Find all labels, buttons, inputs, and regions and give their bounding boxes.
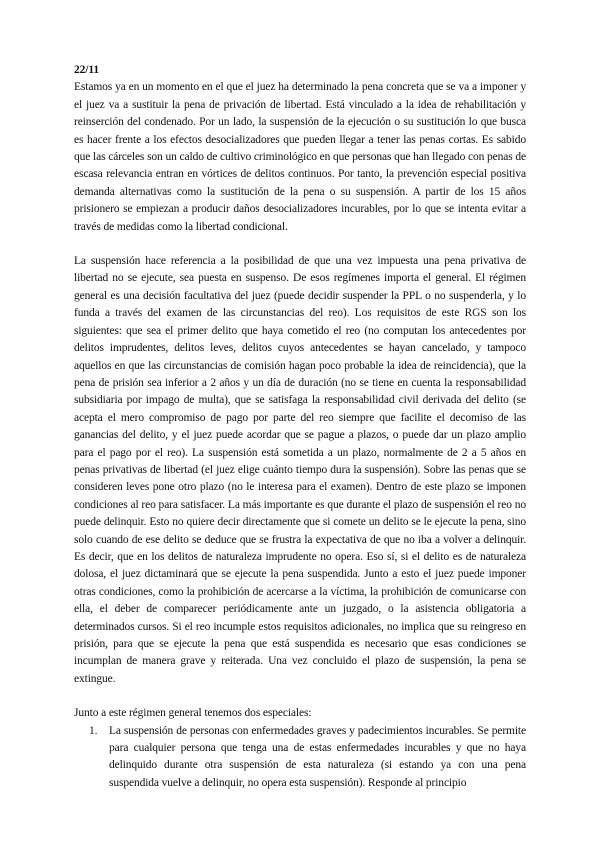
numbered-list — [74, 723, 526, 793]
date-heading: 22/11 — [74, 64, 99, 76]
list-item-number: 1. — [89, 724, 98, 737]
paragraph-spacer — [74, 688, 526, 705]
paragraph-spacer — [74, 236, 526, 253]
paragraph-3: Junto a este régimen general tenemos dos especiales: — [74, 707, 312, 720]
paragraph-2: La suspensión hace referencia a la posibilidad de que una vez impuesta una pena privativa de libertad no se ejecute, sea puesta en suspenso. De esos regímenes importa el general. El régimen general es una decisión facultativa del juez (puede decidir suspender la PPL o no suspenderla, y lo funda a través del examen de las circunstancias del reo). Los requisitos de este RGS son los siguientes: que sea el primer delito que haya cometido el reo (no computan los antecedentes por delitos imprudentes, delitos leves, delitos cuyos antecedentes se hayan cancelado, y tampoco aquellos en que las circunstancias de comisión hagan poco probable la idea de reincidencia), que la pena de prisión sea inferior a 2 años y un día de duración (no se tiene en cuenta la responsabilidad subsidiaria por impago de multa), que se satisfaga la responsabilidad civil derivada del delito (se acepta el mero compromiso de pago por parte del reo siempre que facilite el decomiso de las ganancias del delito, y el juez puede acordar que se pague a plazos, o puede dar un plazo amplio para el pago por el reo). La suspensión está sometida a un plazo, normalmente de 2 a 5 años en penas privativas de libertad (el juez elige cuánto tiempo dura la suspensión). Sobre las penas que se consideren leves pone otro plazo (no le interesa para el examen). Dentro de este plazo se imponen condiciones al reo para satisfacer. La más importante es que durante el plazo de suspensión el reo no puede delinquir. Esto no quiere decir directamente que si comete un delito se le ejecute la pena, sino solo cuando de ese delito se deduce que se frustra la expectativa de que no iba a volver a delinquir. Es decir, que en los delitos de naturaleza imprudente no opera. Eso sí, si el delito es de naturaleza dolosa, el juez dictaminará que se ejecute la pena suspendida. Junto a esto el juez puede imponer otras condiciones, como la prohibición de acercarse a la víctima, la prohibición de comunicarse con ella, el deber de comparecer periódicamente ante un juzgado, o la asistencia obligatoria a determinados cursos. Si el reo incumple estos requisitos adicionales, no implica que su reingreso en prisión, para que se ejecute la pena que está suspendida es necesario que esas condiciones se incumplan de manera grave y reiterada. Una vez concluido el plazo de suspensión, la pena se extingue. — [74, 255, 526, 685]
document-page — [74, 62, 526, 792]
list-item-text: La suspensión de personas con enfermedades graves y padecimientos incurables. Se permite para cualquier persona que tenga una de estas enfermedades incurables y que no haya delinquido durante otra suspensión de esta naturaleza (si estando ya con una pena suspendida vuelve a delinquir, no opera esta suspensión). Responde al principio — [109, 724, 526, 789]
list-item — [74, 723, 526, 793]
paragraph-1: Estamos ya en un momento en el que el juez ha determinado la pena concreta que se va a imponer y el juez va a sustituir la pena de privación de libertad. Está vinculado a la idea de rehabilitación y reinserción del condenado. Por un lado, la suspensión de la ejecución o su sustitución lo que busca es hacer frente a los efectos desocializadores que pueden llegar a tener las penas cortas. Es sabido que las cárceles son un caldo de cultivo criminológico en que personas que han llegado con penas de escasa relevancia entran en vórtices de delitos continuos. Por tanto, la prevención especial positiva demanda alternativas como la sustitución de la pena o su suspensión. A partir de los 15 años prisionero se empiezan a producir daños desocializadores incurables, por lo que se intenta evitar a través de medidas como la libertad condicional. — [74, 81, 526, 233]
